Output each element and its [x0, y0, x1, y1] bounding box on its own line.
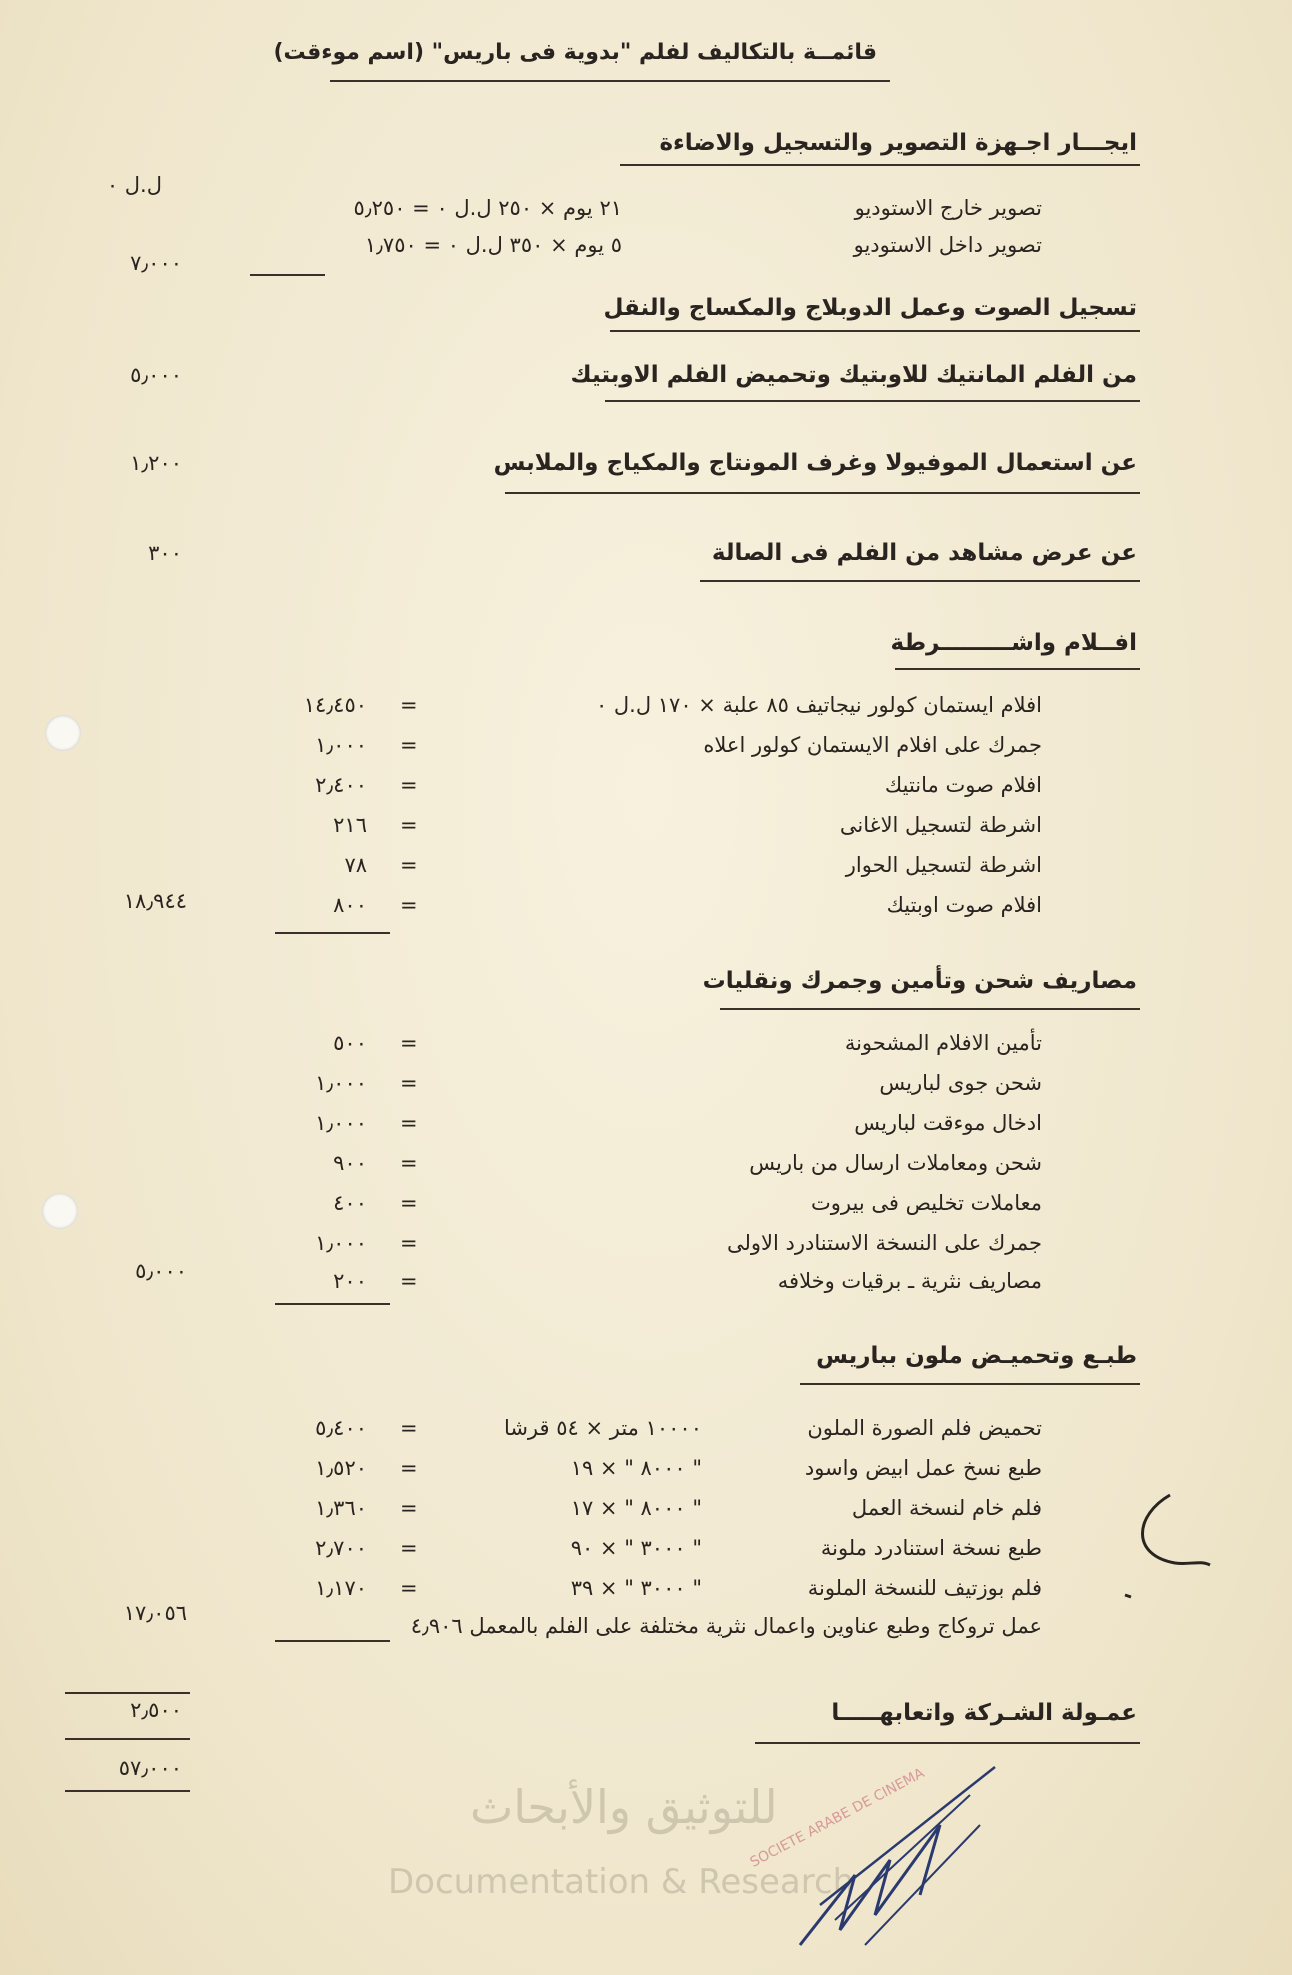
shipping-row-value: ١٫٠٠٠	[315, 1071, 367, 1095]
film-row-equals: =	[400, 733, 418, 757]
grand-total: ٥٧٫٠٠٠	[118, 1756, 182, 1780]
commission-top-rule	[65, 1692, 190, 1694]
equipment-row-label: تصوير خارج الاستوديو	[854, 196, 1042, 220]
printing-row-label: فلم خام لنسخة العمل	[851, 1496, 1042, 1520]
equipment-subtotal-rule	[250, 274, 325, 276]
printing-subtotal-rule	[275, 1640, 390, 1642]
film-row-value: ٢٫٤٠٠	[315, 773, 367, 797]
film-row-equals: =	[400, 693, 418, 717]
margin-annotation-mark	[1115, 1485, 1215, 1605]
heading-film-lab: من الفلم المانتيك للاوبتيك وتحميض الفلم الاوبتيك	[570, 362, 1137, 388]
signature	[780, 1755, 1010, 1960]
shipping-row-equals: =	[400, 1191, 418, 1215]
shipping-subtotal-rule	[275, 1303, 390, 1305]
film-row-label: اشرطة لتسجيل الاغانى	[839, 813, 1042, 837]
heading-films-underline	[895, 668, 1140, 670]
moviola-total: ١٫٢٠٠	[130, 451, 182, 475]
watermark-latin: Documentation & Research	[388, 1862, 855, 1902]
film-row-label: اشرطة لتسجيل الحوار	[845, 853, 1042, 877]
films-total: ١٨٫٩٤٤	[123, 889, 187, 913]
printing-total: ١٧٫٠٥٦	[123, 1601, 187, 1625]
printing-extra-line: عمل تروكاج وطبع عناوين واعمال نثرية مختلفة على الفلم بالمعمل ٤٫٩٠٦	[410, 1614, 1042, 1638]
film-row-label: افلام ايستمان كولور نيجاتيف ٨٥ علبة × ١٧٠ ل.ل ٠	[595, 693, 1042, 717]
printing-row-value: ١٫١٧٠	[315, 1576, 367, 1600]
printing-row-value: ١٫٣٦٠	[315, 1496, 367, 1520]
film-row-equals: =	[400, 853, 418, 877]
heading-films: افــلام واشـــــــــرطة	[890, 630, 1137, 656]
screening-total: ٣٠٠	[148, 541, 182, 565]
equipment-row-label: تصوير داخل الاستوديو	[853, 233, 1042, 257]
shipping-row-value: ٢٠٠	[333, 1269, 367, 1293]
document-title: قائمــة بالتكاليف لفلم "بدوية فى باريس" (اسم موءقت)	[273, 40, 877, 65]
shipping-row-equals: =	[400, 1071, 418, 1095]
printing-row-equals: =	[400, 1576, 418, 1600]
film-row-equals: =	[400, 893, 418, 917]
shipping-row-equals: =	[400, 1231, 418, 1255]
shipping-row-label: شحن جوى لباريس	[879, 1071, 1042, 1095]
heading-commission-underline	[755, 1742, 1140, 1744]
printing-row-value: ١٫٥٢٠	[315, 1456, 367, 1480]
shipping-row-label: معاملات تخليص فى بيروت	[811, 1191, 1042, 1215]
film-row-equals: =	[400, 813, 418, 837]
printing-row-calc: ٣٠٠٠ " × ٣٩ "	[570, 1576, 702, 1600]
printing-row-equals: =	[400, 1536, 418, 1560]
heading-film-lab-underline	[605, 400, 1140, 402]
heading-commission: عمـولة الشـركة واتعابهـــــا	[831, 1700, 1137, 1726]
film-row-value: ٨٠٠	[333, 893, 367, 917]
watermark-arabic: للتوثيق والأبحاث	[470, 1780, 778, 1834]
equipment-row-calc: ٢١ يوم × ٢٥٠ ل.ل ٠ = ٥٫٢٥٠	[353, 196, 622, 220]
shipping-row-equals: =	[400, 1269, 418, 1293]
film-row-label: افلام صوت مانتيك	[884, 773, 1042, 797]
printing-row-label: طبع نسخة استنادرد ملونة	[820, 1536, 1042, 1560]
shipping-row-equals: =	[400, 1151, 418, 1175]
printing-row-equals: =	[400, 1496, 418, 1520]
shipping-row-label: جمرك على النسخة الاستنادرد الاولى	[727, 1231, 1042, 1255]
title-underline	[330, 80, 890, 82]
heading-moviola: عن استعمال الموفيولا وغرف المونتاج والمكياج والملابس	[493, 450, 1137, 476]
equipment-row-calc: ٥ يوم × ٣٥٠ ل.ل ٠ = ١٫٧٥٠	[364, 233, 622, 257]
stamp-text: SOCIETE ARABE DE CINEMA	[747, 1765, 928, 1871]
shipping-row-equals: =	[400, 1111, 418, 1135]
film-lab-total: ٥٫٠٠٠	[130, 363, 182, 387]
printing-row-calc: ٨٠٠٠ " × ١٧ "	[570, 1496, 702, 1520]
printing-row-label: تحميض فلم الصورة الملون	[807, 1416, 1042, 1440]
shipping-row-value: ٥٠٠	[333, 1031, 367, 1055]
film-row-label: افلام صوت اوبتيك	[886, 893, 1042, 917]
printing-row-equals: =	[400, 1416, 418, 1440]
heading-sound: تسجيل الصوت وعمل الدوبلاج والمكساج والنقل	[603, 295, 1137, 321]
heading-sound-underline	[610, 330, 1140, 332]
shipping-row-label: تأمين الافلام المشحونة	[844, 1031, 1042, 1055]
punch-hole-bottom	[42, 1193, 78, 1229]
equipment-currency: ل.ل ٠	[106, 173, 162, 197]
film-row-value: ٢١٦	[333, 813, 367, 837]
commission-total: ٢٫٥٠٠	[130, 1698, 182, 1722]
printing-row-label: فلم بوزتيف للنسخة الملونة	[807, 1576, 1042, 1600]
printing-row-calc: ١٠٠٠٠ متر × ٥٤ قرشا	[503, 1416, 702, 1440]
heading-printing-underline	[800, 1383, 1140, 1385]
shipping-row-value: ٤٠٠	[333, 1191, 367, 1215]
film-row-value: ١٤٫٤٥٠	[303, 693, 367, 717]
shipping-row-equals: =	[400, 1031, 418, 1055]
printing-row-value: ٢٫٧٠٠	[315, 1536, 367, 1560]
heading-equipment: ايجـــار اجـهزة التصوير والتسجيل والاضاءة	[659, 130, 1137, 156]
shipping-row-label: شحن ومعاملات ارسال من باريس	[749, 1151, 1042, 1175]
shipping-row-label: مصاريف نثرية ـ برقيات وخلافه	[777, 1269, 1042, 1293]
film-row-equals: =	[400, 773, 418, 797]
grand-total-underline	[65, 1790, 190, 1792]
shipping-row-value: ١٫٠٠٠	[315, 1111, 367, 1135]
printing-row-value: ٥٫٤٠٠	[315, 1416, 367, 1440]
printing-row-label: طبع نسخ عمل ابيض واسود	[804, 1456, 1042, 1480]
printing-row-calc: ٨٠٠٠ " × ١٩ "	[570, 1456, 702, 1480]
shipping-total: ٥٫٠٠٠	[135, 1259, 187, 1283]
heading-shipping-underline	[720, 1008, 1140, 1010]
grand-total-rule	[65, 1738, 190, 1740]
punch-hole-top	[45, 715, 81, 751]
heading-equipment-underline	[620, 164, 1140, 166]
equipment-total: ٧٫٠٠٠	[130, 251, 182, 275]
heading-screening-underline	[700, 580, 1140, 582]
heading-printing: طبـع وتحميـض ملون بباريس	[816, 1343, 1137, 1369]
shipping-row-value: ١٫٠٠٠	[315, 1231, 367, 1255]
heading-screening: عن عرض مشاهد من الفلم فى الصالة	[711, 540, 1137, 566]
printing-row-equals: =	[400, 1456, 418, 1480]
printing-row-calc: ٣٠٠٠ " × ٩٠ "	[570, 1536, 702, 1560]
film-row-value: ١٫٠٠٠	[315, 733, 367, 757]
shipping-row-label: ادخال موءقت لباريس	[854, 1111, 1042, 1135]
films-subtotal-rule	[275, 932, 390, 934]
shipping-row-value: ٩٠٠	[333, 1151, 367, 1175]
heading-shipping: مصاريف شحن وتأمين وجمرك ونقليات	[702, 968, 1137, 994]
film-row-label: جمرك على افلام الايستمان كولور اعلاه	[703, 733, 1042, 757]
film-row-value: ٧٨	[344, 853, 367, 877]
heading-moviola-underline	[505, 492, 1140, 494]
